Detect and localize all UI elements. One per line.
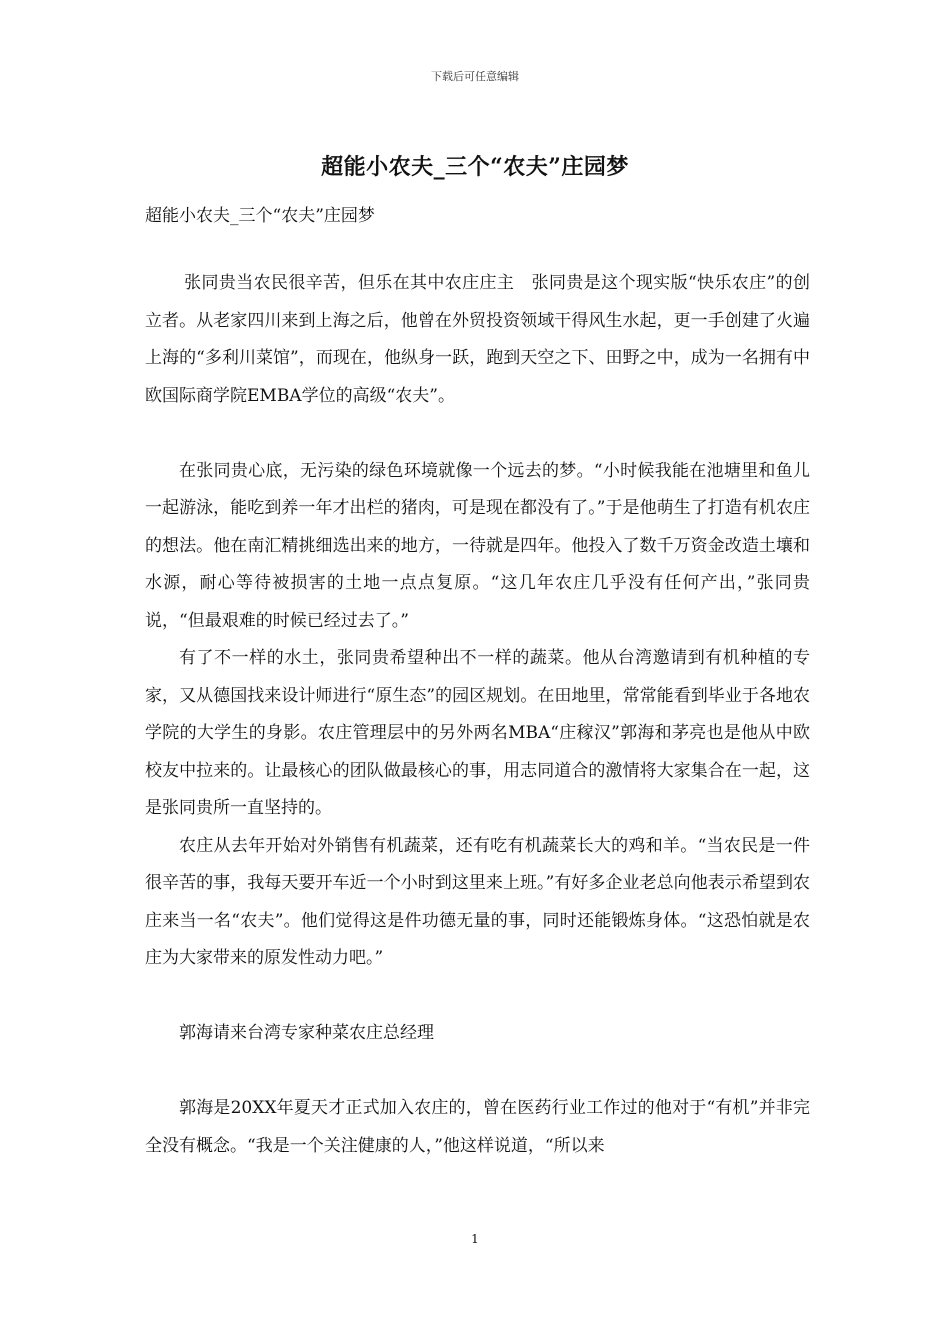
document-subtitle: 超能小农夫_三个“农夫”庄园梦 [145,206,375,226]
page-number: 1 [471,1232,479,1246]
header-note: 下载后可任意编辑 [431,70,519,83]
document-title: 超能小农夫_三个“农夫”庄园梦 [321,154,629,180]
document-body [145,265,810,1165]
paragraph: 在张同贵心底，无污染的绿色环境就像一个远去的梦。“小时候我能在池塘里和鱼儿一起游泳，能吃到养一年才出栏的猪肉，可是现在都没有了。”于是他萌生了打造有机农庄的想法。他在南汇精挑细选出来的地方，一待就是四年。他投入了数千万资金改造土壤和水源，耐心等待被损害的土地一点点复原。“这几年农庄几乎没有任何产出，”张同贵说，“但最艰难的时候已经过去了。” [145,460,810,631]
paragraph: 张同贵当农民很辛苦，但乐在其中农庄庄主 张同贵是这个现实版“快乐农庄”的创立者。从老家四川来到上海之后，他曾在外贸投资领域干得风生水起，更一手创建了火遍上海的“多利川菜馆”，而现在，他纵身一跃，跑到天空之下、田野之中，成为一名拥有中欧国际商学院EMBA学位的高级“农夫”。 [145,273,810,406]
paragraph: 有了不一样的水土，张同贵希望种出不一样的蔬菜。他从台湾邀请到有机种植的专家，又从德国找来设计师进行“原生态”的园区规划。在田地里，常常能看到毕业于各地农学院的大学生的身影。农庄管理层中的另外两名MBA“庄稼汉”郭海和茅亮也是他从中欧校友中拉来的。让最核心的团队做最核心的事，用志同道合的激情将大家集合在一起，这是张同贵所一直坚持的。 [145,648,810,818]
paragraph: 郭海是20XX年夏天才正式加入农庄的，曾在医药行业工作过的他对于“有机”并非完全没有概念。“我是一个关注健康的人，”他这样说道，“所以来 [145,1098,810,1156]
section-heading: 郭海请来台湾专家种菜农庄总经理 [179,1023,434,1043]
paragraph: 农庄从去年开始对外销售有机蔬菜，还有吃有机蔬菜长大的鸡和羊。“当农民是一件很辛苦的事，我每天要开车近一个小时到这里来上班。”有好多企业老总向他表示希望到农庄来当一名“农夫”。他们觉得这是件功德无量的事，同时还能锻炼身体。“这恐怕就是农庄为大家带来的原发性动力吧。” [145,835,810,968]
